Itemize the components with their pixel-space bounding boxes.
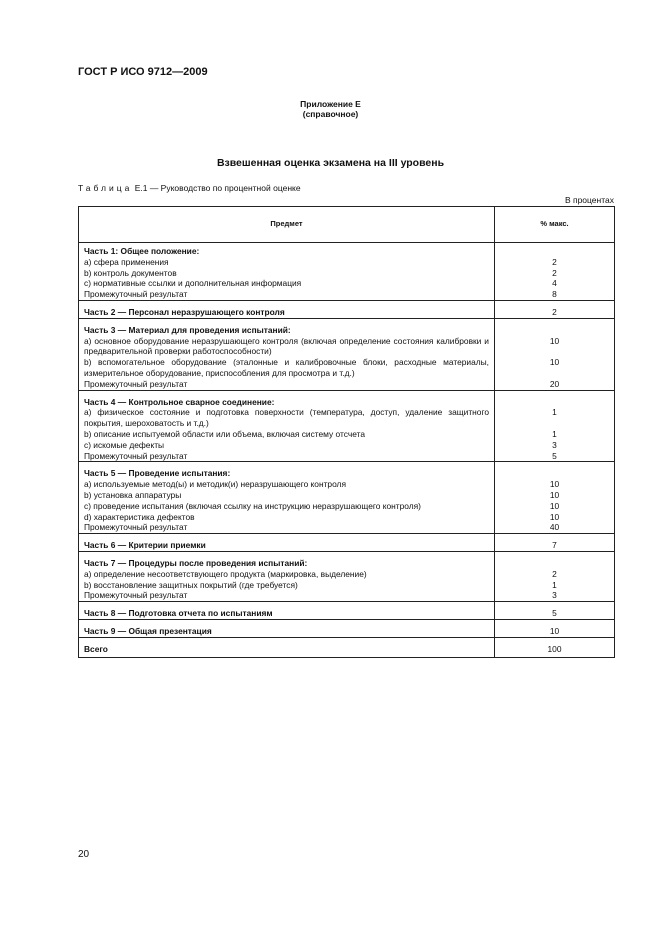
row-max-percent xyxy=(495,551,615,568)
row-subject: a) используемые метод(ы) и методик(и) неразрушающего контроля xyxy=(79,479,495,490)
section-title: Взвешенная оценка экзамена на III уровень xyxy=(216,157,445,169)
row-max-percent: 3 xyxy=(495,590,615,601)
table-row xyxy=(79,300,615,318)
table-row xyxy=(79,379,615,390)
table-row xyxy=(79,451,615,462)
table-row xyxy=(79,336,615,358)
row-subject: Промежуточный результат xyxy=(79,289,495,300)
row-subject: Часть 3 — Материал для проведения испытаний: xyxy=(79,318,495,335)
header-max-percent: % макс. xyxy=(495,207,615,243)
row-subject: Часть 9 — Общая презентация xyxy=(79,619,495,637)
table-header-row xyxy=(79,207,615,243)
row-max-percent: 10 xyxy=(495,619,615,637)
row-subject: a) сфера применения xyxy=(79,257,495,268)
row-max-percent: 5 xyxy=(495,451,615,462)
row-subject: b) восстановление защитных покрытий (где требуется) xyxy=(79,580,495,591)
row-max-percent xyxy=(495,243,615,257)
row-max-percent: 2 xyxy=(495,257,615,268)
row-subject: Промежуточный результат xyxy=(79,379,495,390)
row-max-percent: 3 xyxy=(495,440,615,451)
table-row xyxy=(79,569,615,580)
row-max-percent: 7 xyxy=(495,534,615,552)
row-max-percent: 10 xyxy=(495,490,615,501)
row-max-percent: 20 xyxy=(495,379,615,390)
row-max-percent: 1 xyxy=(495,407,615,429)
row-subject: b) вспомогательное оборудование (эталонные и калибровочные блоки, расходные материалы, измерительное оборудование, приспособления для просмотра и т.д.) xyxy=(79,357,495,379)
row-max-percent xyxy=(495,390,615,407)
table-row xyxy=(79,462,615,479)
row-subject: a) физическое состояние и подготовка поверхности (температура, доступ, удаление защитного покрытия, шероховатость и т.д.) xyxy=(79,407,495,429)
table-row xyxy=(79,580,615,591)
row-max-percent: 10 xyxy=(495,336,615,358)
table-row xyxy=(79,534,615,552)
table-row xyxy=(79,257,615,268)
table-row xyxy=(79,637,615,657)
row-subject: Часть 4 — Контрольное сварное соединение: xyxy=(79,390,495,407)
row-subject: Часть 5 — Проведение испытания: xyxy=(79,462,495,479)
table-row xyxy=(79,318,615,335)
table-row xyxy=(79,512,615,523)
table-row xyxy=(79,278,615,289)
table-row xyxy=(79,551,615,568)
table-row xyxy=(79,590,615,601)
header-subject: Предмет xyxy=(79,207,495,243)
row-subject: a) основное оборудование неразрушающего контроля (включая определение состояния калибровки и предварительной проверки работоспособности) xyxy=(79,336,495,358)
row-subject: c) проведение испытания (включая ссылку на инструкцию неразрушающего контроля) xyxy=(79,501,495,512)
row-subject: Часть 2 — Персонал неразрушающего контроля xyxy=(79,300,495,318)
table-row xyxy=(79,479,615,490)
table-caption xyxy=(78,183,301,193)
row-max-percent: 4 xyxy=(495,278,615,289)
table-row xyxy=(79,243,615,257)
row-subject: Часть 8 — Подготовка отчета по испытаниям xyxy=(79,602,495,620)
row-max-percent: 5 xyxy=(495,602,615,620)
row-max-percent: 2 xyxy=(495,268,615,279)
row-max-percent: 100 xyxy=(495,637,615,657)
table-caption-text: Е.1 — Руководство по процентной оценке xyxy=(134,183,301,193)
table-row xyxy=(79,619,615,637)
row-subject: Промежуточный результат xyxy=(79,590,495,601)
row-max-percent: 40 xyxy=(495,522,615,533)
page-number: 20 xyxy=(78,849,90,860)
table-row xyxy=(79,390,615,407)
row-max-percent: 10 xyxy=(495,357,615,379)
row-subject: c) искомые дефекты xyxy=(79,440,495,451)
row-subject: Промежуточный результат xyxy=(79,522,495,533)
table-row xyxy=(79,522,615,533)
table-row xyxy=(79,490,615,501)
table-row xyxy=(79,501,615,512)
row-max-percent: 10 xyxy=(495,512,615,523)
table-row xyxy=(79,268,615,279)
percentage-table xyxy=(78,206,615,658)
row-subject: d) характеристика дефектов xyxy=(79,512,495,523)
table-row xyxy=(79,602,615,620)
row-max-percent: 10 xyxy=(495,479,615,490)
row-max-percent: 8 xyxy=(495,289,615,300)
table-row xyxy=(79,357,615,379)
row-subject: a) определение несоответствующего продукта (маркировка, выделение) xyxy=(79,569,495,580)
row-max-percent: 2 xyxy=(495,569,615,580)
row-subject: b) описание испытуемой области или объема, включая систему отсчета xyxy=(79,429,495,440)
row-subject: Часть 6 — Критерии приемки xyxy=(79,534,495,552)
row-subject: Всего xyxy=(79,637,495,657)
row-max-percent xyxy=(495,318,615,335)
appendix-note: (справочное) xyxy=(302,109,359,119)
appendix-title: Приложение Е xyxy=(300,99,361,109)
row-subject: Часть 1: Общее положение: xyxy=(79,243,495,257)
row-subject: b) контроль документов xyxy=(79,268,495,279)
table-row xyxy=(79,289,615,300)
table-row xyxy=(79,429,615,440)
row-max-percent xyxy=(495,462,615,479)
standard-designation: ГОСТ Р ИСО 9712—2009 xyxy=(78,66,208,78)
row-max-percent: 1 xyxy=(495,429,615,440)
row-subject: Часть 7 — Процедуры после проведения испытаний: xyxy=(79,551,495,568)
table-units: В процентах xyxy=(564,195,614,205)
row-subject: Промежуточный результат xyxy=(79,451,495,462)
row-subject: c) нормативные ссылки и дополнительная информация xyxy=(79,278,495,289)
table-caption-prefix: Таблица xyxy=(78,183,133,193)
table-row xyxy=(79,440,615,451)
row-max-percent: 1 xyxy=(495,580,615,591)
row-subject: b) установка аппаратуры xyxy=(79,490,495,501)
row-max-percent: 2 xyxy=(495,300,615,318)
table-row xyxy=(79,407,615,429)
row-max-percent: 10 xyxy=(495,501,615,512)
